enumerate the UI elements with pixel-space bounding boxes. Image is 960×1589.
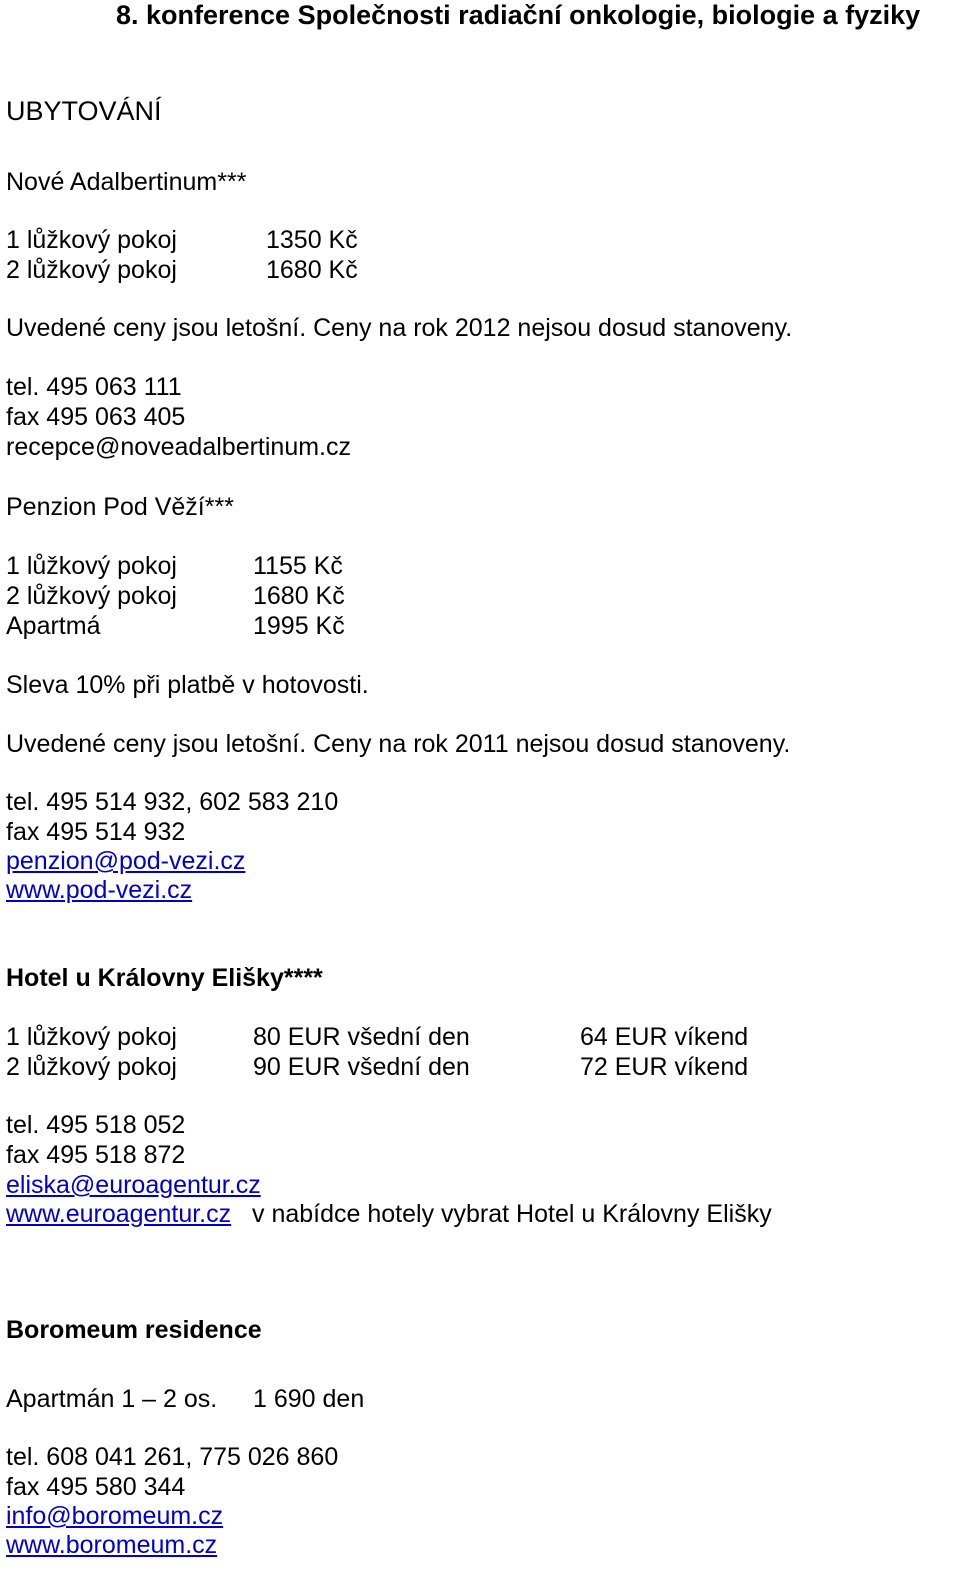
hotel3-room1-weekend: 64 EUR víkend xyxy=(580,1023,749,1051)
hotel3-tel: tel. 495 518 052 xyxy=(6,1111,186,1139)
hotel3-room1-weekday: 80 EUR všední den xyxy=(253,1023,470,1051)
hotel2-tel: tel. 495 514 932, 602 583 210 xyxy=(6,788,339,816)
hotel3-fax: fax 495 518 872 xyxy=(6,1141,186,1169)
hotel4-tel: tel. 608 041 261, 775 026 860 xyxy=(6,1443,339,1471)
hotel4-email-link[interactable]: info@boromeum.cz xyxy=(6,1502,224,1530)
hotel1-room2-price: 1680 Kč xyxy=(266,256,358,284)
hotel1-name: Nové Adalbertinum*** xyxy=(6,168,247,196)
hotel3-room2-type: 2 lůžkový pokoj xyxy=(6,1053,177,1081)
hotel1-room1-price: 1350 Kč xyxy=(266,226,358,254)
hotel1-email: recepce@noveadalbertinum.cz xyxy=(6,433,352,461)
hotel4-name: Boromeum residence xyxy=(6,1316,262,1344)
hotel2-web-link[interactable]: www.pod-vezi.cz xyxy=(6,876,193,904)
hotel2-note: Uvedené ceny jsou letošní. Ceny na rok 2011 nejsou dosud stanoveny. xyxy=(6,730,791,758)
hotel1-note: Uvedené ceny jsou letošní. Ceny na rok 2012 nejsou dosud stanoveny. xyxy=(6,314,793,342)
hotel2-room3-price: 1995 Kč xyxy=(253,612,345,640)
hotel3-web-link[interactable]: www.euroagentur.cz xyxy=(6,1200,232,1228)
hotel2-room3-type: Apartmá xyxy=(6,612,101,640)
hotel4-room1-price: 1 690 den xyxy=(253,1385,365,1413)
hotel4-fax: fax 495 580 344 xyxy=(6,1473,186,1501)
section-title: UBYTOVÁNÍ xyxy=(6,96,162,126)
hotel3-email-link[interactable]: eliska@euroagentur.cz xyxy=(6,1171,261,1199)
hotel3-web-note: v nabídce hotely vybrat Hotel u Královny Elišky xyxy=(252,1200,772,1228)
hotel2-email-link[interactable]: penzion@pod-vezi.cz xyxy=(6,847,246,875)
hotel1-room1-type: 1 lůžkový pokoj xyxy=(6,226,177,254)
hotel2-room2-price: 1680 Kč xyxy=(253,582,345,610)
hotel1-tel: tel. 495 063 111 xyxy=(6,373,182,401)
hotel2-room1-type: 1 lůžkový pokoj xyxy=(6,552,177,580)
page-title: 8. konference Společnosti radiační onkologie, biologie a fyziky xyxy=(116,0,921,30)
hotel3-room2-weekday: 90 EUR všední den xyxy=(253,1053,470,1081)
hotel1-room2-type: 2 lůžkový pokoj xyxy=(6,256,177,284)
hotel3-name: Hotel u Královny Elišky**** xyxy=(6,964,323,992)
hotel3-room1-type: 1 lůžkový pokoj xyxy=(6,1023,177,1051)
hotel1-fax: fax 495 063 405 xyxy=(6,403,186,431)
hotel3-room2-weekend: 72 EUR víkend xyxy=(580,1053,749,1081)
hotel2-room2-type: 2 lůžkový pokoj xyxy=(6,582,177,610)
hotel2-room1-price: 1155 Kč xyxy=(253,552,343,580)
hotel2-discount: Sleva 10% při platbě v hotovosti. xyxy=(6,671,369,699)
hotel4-room1-type: Apartmán 1 – 2 os. xyxy=(6,1385,218,1413)
hotel2-name: Penzion Pod Věží*** xyxy=(6,493,234,521)
hotel4-web-link[interactable]: www.boromeum.cz xyxy=(6,1531,218,1559)
hotel2-fax: fax 495 514 932 xyxy=(6,818,186,846)
